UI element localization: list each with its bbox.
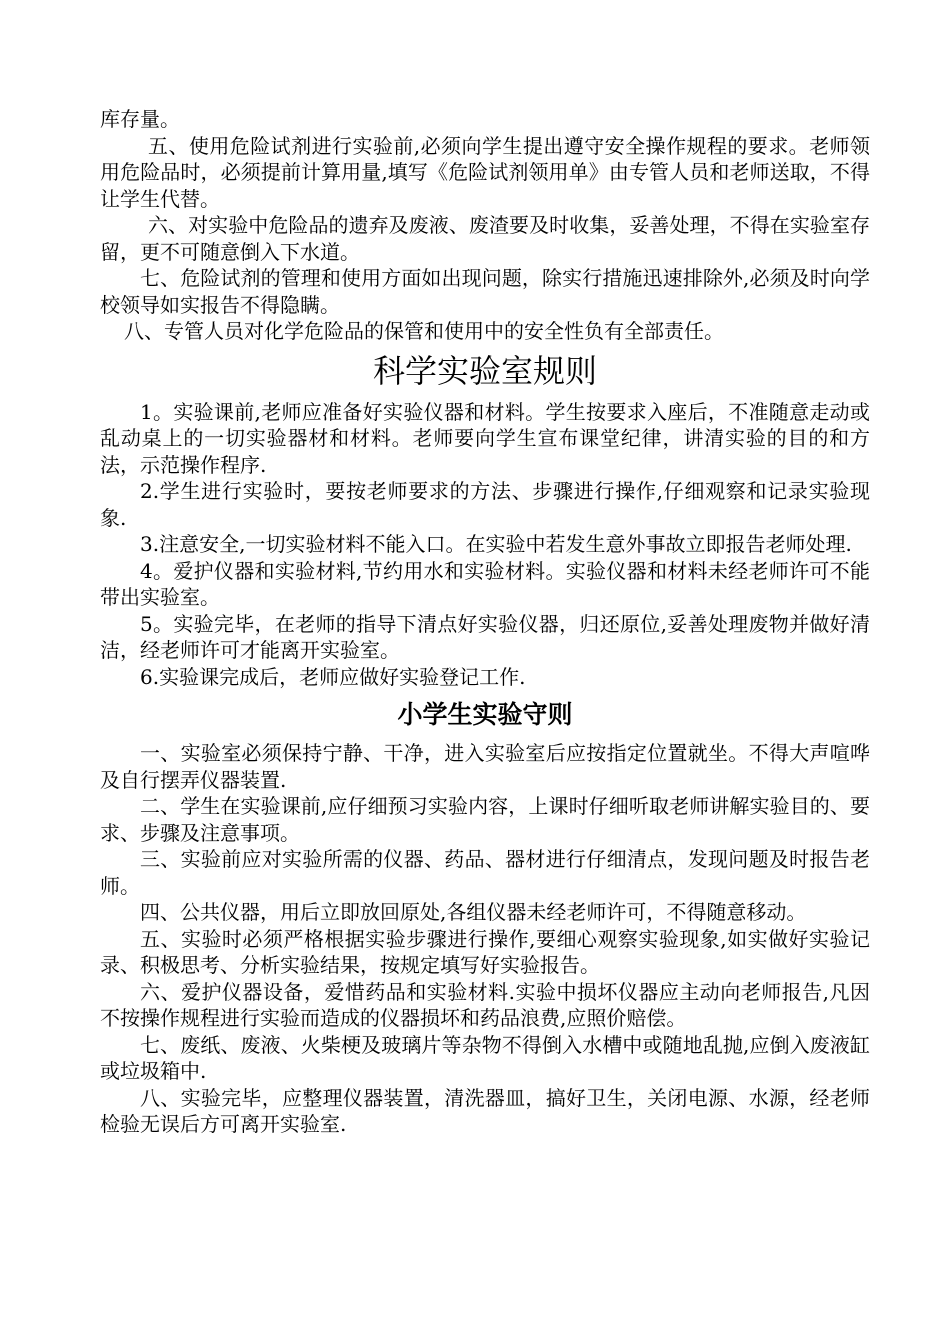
science-rule-2: 2.学生进行实验时，要按老师要求的方法、步骤进行操作,仔细观察和记录实验现象. xyxy=(100,479,870,530)
pupil-rule-6: 六、爱护仪器设备，爱惜药品和实验材料.实验中损坏仪器应主动向老师报告,凡因不按操作规程进行实验而造成的仪器损坏和药品浪费,应照价赔偿。 xyxy=(100,979,870,1030)
science-rule-5: 5。实验完毕，在老师的指导下清点好实验仪器，归还原位,妥善处理废物并做好清洁，经老师许可才能离开实验室。 xyxy=(100,611,870,662)
paragraph-rule-5: 五、使用危险试剂进行实验前,必须向学生提出遵守安全操作规程的要求。老师领用危险品时，必须提前计算用量,填写《危险试剂领用单》由专管人员和老师送取，不得让学生代替。 xyxy=(100,133,870,211)
pupil-rule-7: 七、废纸、废液、火柴梗及玻璃片等杂物不得倒入水槽中或随地乱抛,应倒入废液缸或垃圾箱中. xyxy=(100,1032,870,1083)
pupil-rule-8: 八、实验完毕，应整理仪器装置，清洗器皿，搞好卫生，关闭电源、水源，经老师检验无误后方可离开实验室. xyxy=(100,1085,870,1136)
paragraph-rule-7: 七、危险试剂的管理和使用方面如出现问题，除实行措施迅速排除外,必须及时向学校领导如实报告不得隐瞒。 xyxy=(100,266,870,317)
pupil-rule-3: 三、实验前应对实验所需的仪器、药品、器材进行仔细清点，发现问题及时报告老师。 xyxy=(100,847,870,898)
section-title-pupil-lab-code: 小学生实验守则 xyxy=(397,700,573,729)
paragraph-rule-8: 八、专管人员对化学危险品的保管和使用中的安全性负有全部责任。 xyxy=(124,319,724,343)
science-rule-3: 3.注意安全,一切实验材料不能入口。在实验中若发生意外事故立即报告老师处理. xyxy=(140,532,852,556)
paragraph-continuation: 库存量。 xyxy=(100,107,180,131)
document-page xyxy=(100,106,870,1138)
pupil-rule-2: 二、学生在实验课前,应仔细预习实验内容，上课时仔细听取老师讲解实验目的、要求、步骤及注意事项。 xyxy=(100,794,870,845)
science-rule-4: 4。爱护仪器和实验材料,节约用水和实验材料。实验仪器和材料未经老师许可不能带出实验室。 xyxy=(100,558,870,609)
science-rule-6: 6.实验课完成后，老师应做好实验登记工作. xyxy=(140,664,526,689)
science-rule-1: 1。实验课前,老师应准备好实验仪器和材料。学生按要求入座后，不准随意走动或乱动桌上的一切实验器材和材料。老师要向学生宣布课堂纪律，讲清实验的目的和方法，示范操作程序. xyxy=(100,399,870,477)
paragraph-rule-6: 六、对实验中危险品的遗弃及废液、废渣要及时收集，妥善处理，不得在实验室存留，更不可随意倒入下水道。 xyxy=(100,213,870,264)
pupil-rule-5: 五、实验时必须严格根据实验步骤进行操作,要细心观察实验现象,如实做好实验记录、积极思考、分析实验结果，按规定填写好实验报告。 xyxy=(100,926,870,977)
section-title-science-lab-rules: 科学实验室规则 xyxy=(372,351,597,390)
pupil-rule-1: 一、实验室必须保持宁静、干净，进入实验室后应按指定位置就坐。不得大声喧哗及自行摆弄仪器装置. xyxy=(100,741,870,792)
pupil-rule-4: 四、公共仪器，用后立即放回原处,各组仪器未经老师许可，不得随意移动。 xyxy=(140,900,807,924)
